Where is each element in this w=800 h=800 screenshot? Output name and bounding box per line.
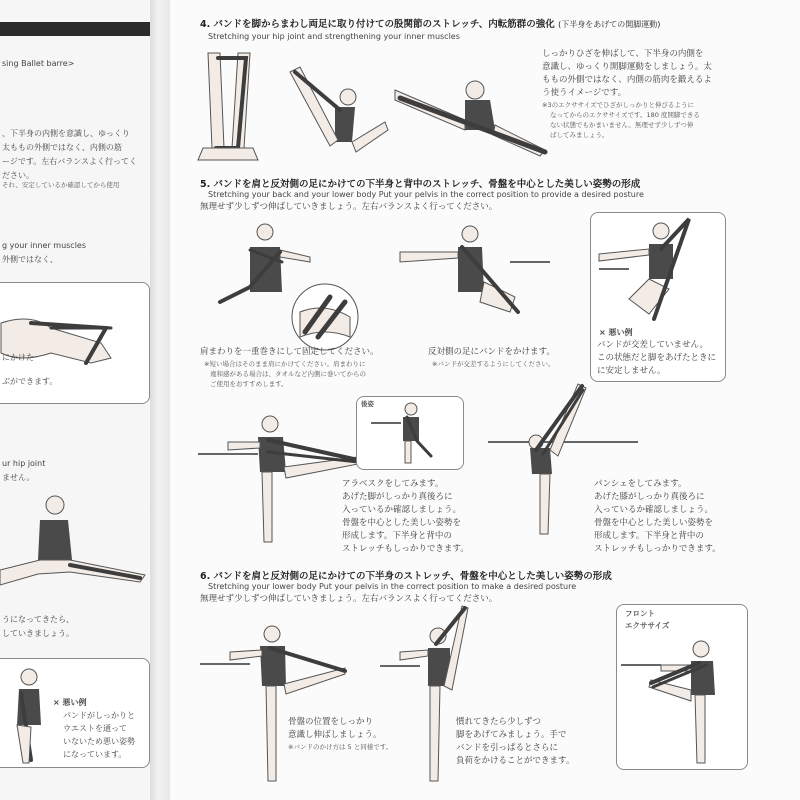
left-page xyxy=(0,0,151,800)
section-6-caption-a-note: ※バンドのかけ方は 5 と同様です。 xyxy=(288,743,393,751)
back-view-box xyxy=(356,396,464,470)
left-text: ウエストを通って xyxy=(63,724,127,733)
left-text: うになってきたら、 xyxy=(2,615,74,624)
left-text: ur hip joint xyxy=(2,459,46,468)
section-6-english: Stretching your lower body Put your pelvis in the correct position to make a desired posture xyxy=(208,582,577,591)
right-page xyxy=(170,0,800,800)
bad-example-label: × 悪い例 xyxy=(53,698,87,707)
back-view-label: 後姿 xyxy=(361,400,374,408)
bad-example-text: この状態だと脚をあげたときに xyxy=(597,353,717,363)
section-4-body: ももの外側ではなく、内側の筋肉を鍛えるよ xyxy=(542,75,712,85)
side-stretch-illustration xyxy=(200,616,350,786)
section-6-caption-b: バンドを引っぱるとさらに xyxy=(456,743,559,753)
section-6-title: 6. バンドを肩と反対側の足にかけての下半身のストレッチ、骨盤を中心とした美しい姿勢の形成 xyxy=(200,571,612,582)
shoulder-closeup-illustration xyxy=(290,282,360,352)
left-text: 外側ではなく、 xyxy=(2,255,58,264)
left-text: ージです。左右バランスよく行ってく xyxy=(2,157,137,166)
section-4-note: ない状態でもかまいません。無理せず少しずつ伸 xyxy=(550,121,694,129)
left-text: になっています。 xyxy=(63,750,127,759)
left-text: ぶができます。 xyxy=(2,377,58,386)
left-text: g your inner muscles xyxy=(2,241,87,250)
section-4-note: ※3のエクササイズでひざがしっかりと伸びるように xyxy=(542,101,695,109)
section-5-caption-b-note: ※バンドが交差するようにしてください。 xyxy=(432,360,555,368)
left-text: ださい。 xyxy=(2,171,34,180)
left-text: sing Ballet barre> xyxy=(2,59,75,68)
bad-example-label: × 悪い例 xyxy=(599,328,633,337)
left-note: それ、安定しているか確認してから使用 xyxy=(2,181,120,189)
section-6-caption-b: 脚をあげてみましょう。手で xyxy=(456,730,567,740)
legs-up-illustration xyxy=(198,48,268,168)
penche-text: ストレッチもしっかりできます。 xyxy=(594,544,721,554)
penche-text: パンシェをしてみます。 xyxy=(594,479,687,489)
section-5-english: Stretching your back and your lower body Put your pelvis in the correct position to provide a desired posture xyxy=(208,190,644,199)
section-6-caption-b: 負荷をかけることができます。 xyxy=(456,756,575,766)
left-text: 、下半身の内側を意識し、ゆっくり xyxy=(2,129,130,138)
front-label: エクササイズ xyxy=(625,621,670,630)
bad-example-text: に安定しません。 xyxy=(597,366,666,376)
section-5-caption-b: 反対側の足にバンドをかけます。 xyxy=(428,347,555,357)
section-5-caption-a-note: 違和感がある場合は、タオルなど内側に巻いてからの xyxy=(210,370,366,378)
section-5-caption-a-note: ※短い場合はそのまま肩にかけてください。肩まわりに xyxy=(204,360,366,368)
section-4-title-note: (下半身をあげての開脚運動) xyxy=(558,20,661,29)
section-4-english: Stretching your hip joint and strengthening your inner muscles xyxy=(208,32,460,41)
penche-text: 入っているか確認しましょう。 xyxy=(594,505,714,515)
section-6-caption-a: 骨盤の位置をしっかり xyxy=(288,717,374,727)
section-5-caption-a-note: ご使用をおすすめします。 xyxy=(210,380,288,388)
left-text: 太ももの外側ではなく、内側の筋 xyxy=(2,143,122,152)
left-header-bar xyxy=(0,22,150,36)
straddle-illustration xyxy=(395,70,555,160)
section-5-intro: 無理せず少しずつ伸ばしていきましょう。左右バランスよく行ってください。 xyxy=(200,202,498,212)
section-4-body: 意識し、ゆっくり開脚運動をしましょう。太 xyxy=(542,62,712,72)
arabesque-text: ストレッチもしっかりできます。 xyxy=(342,544,469,554)
bad-example-text: バンドが交差していません。 xyxy=(597,340,709,350)
page-fold xyxy=(150,0,170,800)
section-4-body: う使うイメージです。 xyxy=(542,88,627,98)
arabesque-text: アラベスクをしてみます。 xyxy=(342,479,444,489)
penche-text: あげた膝がしっかり真後ろに xyxy=(594,492,705,502)
section-4-note: ばしてみましょう。 xyxy=(550,131,609,139)
section-5-caption-a: 肩まわりを一重巻きにして固定してください。 xyxy=(200,347,379,357)
penche-text: 形成します。下半身と背中の xyxy=(594,531,704,541)
section-6-caption-b: 慣れてきたら少しずつ xyxy=(456,717,542,727)
section-4-body: しっかりひざを伸ばして、下半身の内側を xyxy=(542,49,704,59)
penche-text: 骨盤を中心とした美しい姿勢を xyxy=(594,518,714,528)
v-sit-illustration xyxy=(280,62,390,172)
bad-posture-illustration xyxy=(1,665,61,765)
bad-example-box xyxy=(590,212,726,382)
back-view-illustration xyxy=(371,401,451,465)
arabesque-text: 形成します。下半身と背中の xyxy=(342,531,452,541)
left-text: パンドがしっかりと xyxy=(63,711,135,720)
section-4-note: なってからのエクササイズです。180 度開脚できる xyxy=(550,111,700,119)
front-exercise-box xyxy=(616,604,748,770)
left-text: いないため悪い姿勢 xyxy=(63,737,135,746)
arabesque-text: 骨盤を中心とした美しい姿勢を xyxy=(342,518,462,528)
section-6-intro: 無理せず少しずつ伸ばしていきましょう。左右バランスよく行ってください。 xyxy=(200,594,498,604)
bad-crossing-illustration xyxy=(599,219,719,329)
arabesque-text: あげた脚がしっかり真後ろに xyxy=(342,492,453,502)
section-4-title-text: 4. バンドを脚からまわし両足に取り付けての股関節のストレッチ、内転筋群の強化 xyxy=(200,19,555,30)
front-exercise-illustration xyxy=(621,635,741,765)
left-text: にかけた xyxy=(2,353,34,362)
left-figure-box-2 xyxy=(0,658,150,768)
left-text: していきましょう。 xyxy=(2,629,74,638)
left-text: ません。 xyxy=(2,473,35,482)
front-label: フロント xyxy=(625,609,655,618)
section-6-caption-a: 意識し伸ばしましょう。 xyxy=(288,730,382,740)
split-illustration xyxy=(0,490,150,600)
section-4-title xyxy=(200,16,660,30)
section-5-title: 5. バンドを肩と反対側の足にかけての下半身と背中のストレッチ、骨盤を中心とした美しい姿勢の形成 xyxy=(200,179,641,190)
arabesque-text: 入っているか確認しましょう。 xyxy=(342,505,462,515)
band-on-foot-illustration xyxy=(400,222,550,352)
